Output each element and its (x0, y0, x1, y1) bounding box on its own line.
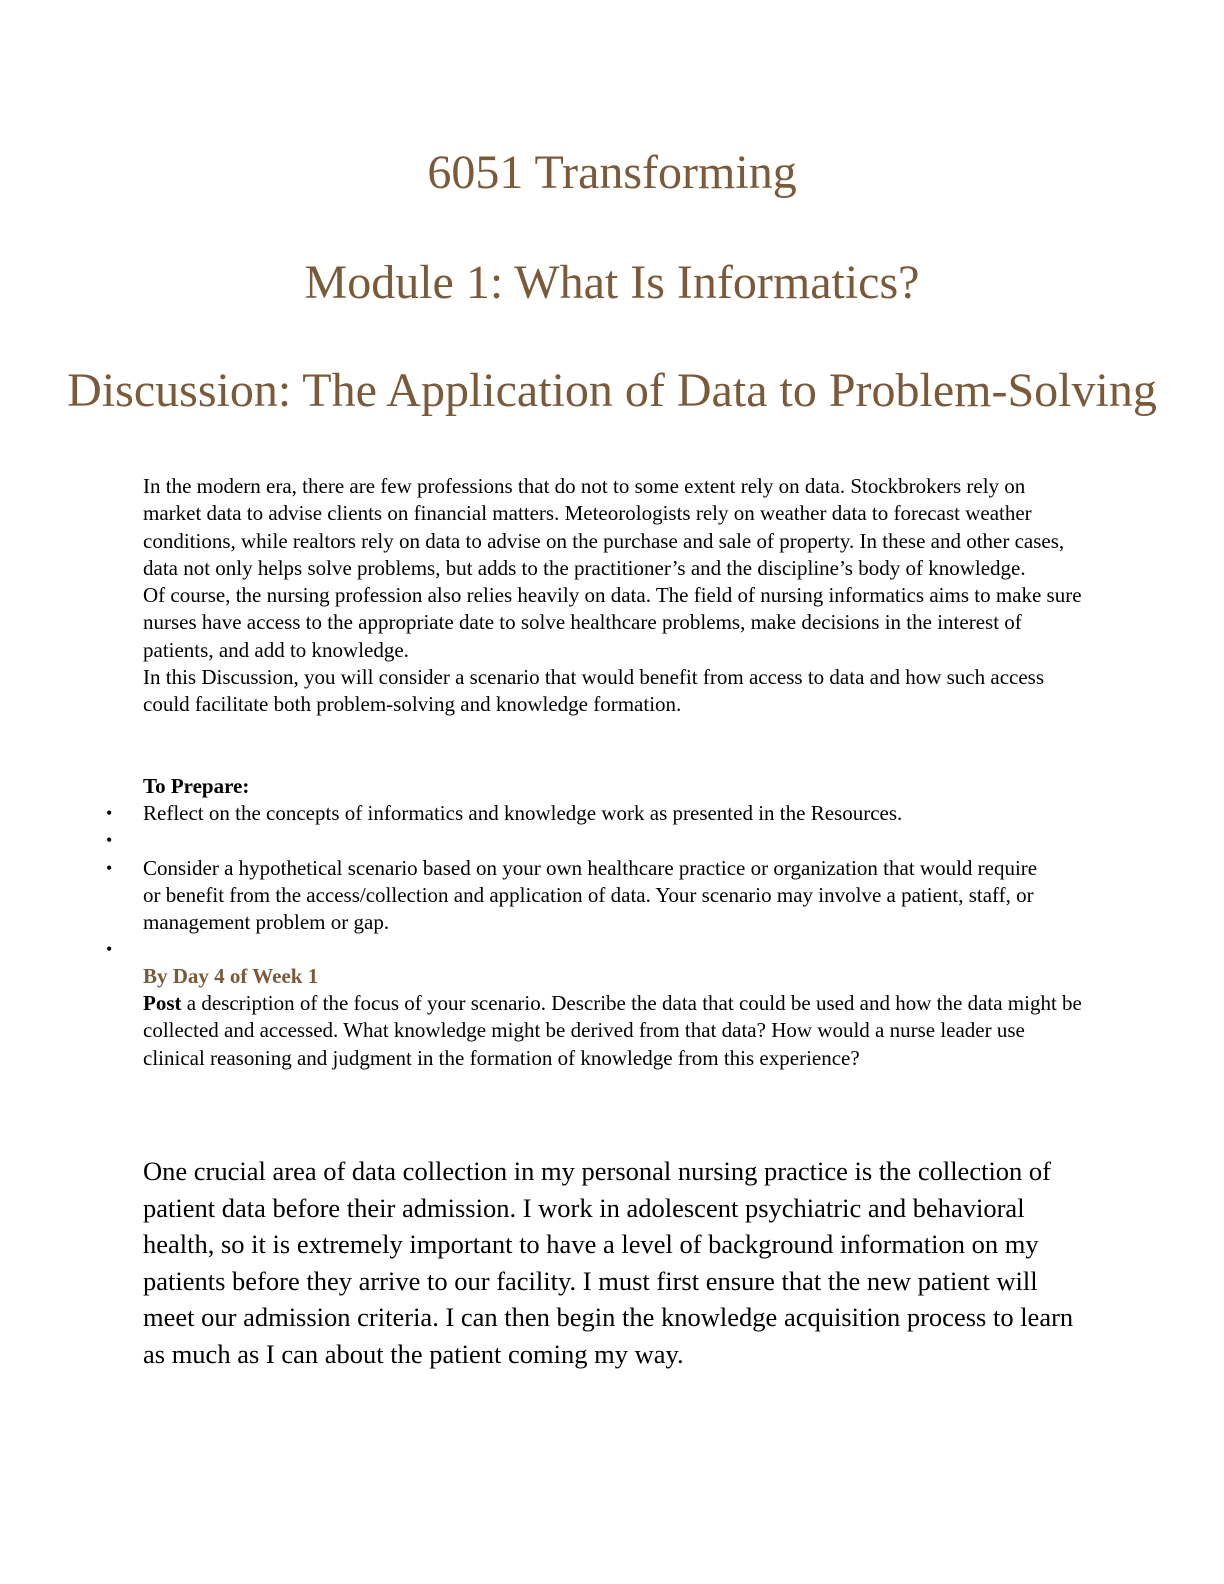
prepare-heading: To Prepare: (143, 774, 250, 798)
list-item (0, 800, 1043, 827)
bullet-icon: • (106, 830, 113, 851)
post-text: a description of the focus of your scenario. Describe the data that could be used and how the data might be collected and accessed. What knowledge might be derived from that data? How would a nurse leader use clinical reasoning and judgment in the formation of knowledge from this experience? (143, 991, 1082, 1070)
bullet-icon: • (106, 939, 113, 960)
intro-paragraph-1: In the modern era, there are few professions that do not to some extent rely on data. Stockbrokers rely on market data to advise clients on financial matters. Meteorologists rely on weather data to forecast weather conditions, while realtors rely on data to advise on the purchase and sale of property. In these and other cases, data not only helps solve problems, but adds to the practitioner’s and the discipline’s body of knowledge. (143, 474, 1065, 580)
list-item (0, 827, 1043, 854)
bullet-icon: • (106, 857, 113, 878)
bullet-text: Reflect on the concepts of informatics and knowledge work as presented in the Resources. (143, 801, 903, 825)
intro-paragraph-2: Of course, the nursing profession also relies heavily on data. The field of nursing informatics aims to make sure nurses have access to the appropriate date to solve healthcare problems, make decisions in the interest of patients, and add to knowledge. (143, 583, 1082, 662)
course-title: 6051 Transforming (427, 146, 797, 199)
response-paragraph: One crucial area of data collection in my personal nursing practice is the collection of patient data before their admission. I work in adolescent psychiatric and behavioral health, so it is extremely important to have a level of background information on my patients before they arrive to our facility. I must first ensure that the new patient will meet our admission criteria. I can then begin the knowledge acquisition process to learn as much as I can about the patient coming my way. (143, 1156, 1074, 1369)
bullet-text: Consider a hypothetical scenario based on your own healthcare practice or organization that would require or benefit from the access/collection and application of data. Your scenario may involve a patient, staff, or management problem or gap. (143, 855, 1038, 935)
bullet-icon: • (106, 803, 113, 823)
discussion-title: Discussion: The Application of Data to Problem-Solving (67, 364, 1157, 417)
due-heading: By Day 4 of Week 1 (143, 964, 319, 988)
list-item (0, 855, 1043, 937)
intro-section (143, 473, 1083, 719)
intro-paragraph-3: In this Discussion, you will consider a scenario that would benefit from access to data and how such access could facilitate both problem-solving and knowledge formation. (143, 665, 1045, 717)
prepare-bullet-list (0, 800, 1224, 964)
list-item (0, 936, 1043, 963)
post-instructions (143, 990, 1083, 1072)
module-title: Module 1: What Is Informatics? (304, 256, 920, 309)
post-label: Post (143, 991, 182, 1015)
